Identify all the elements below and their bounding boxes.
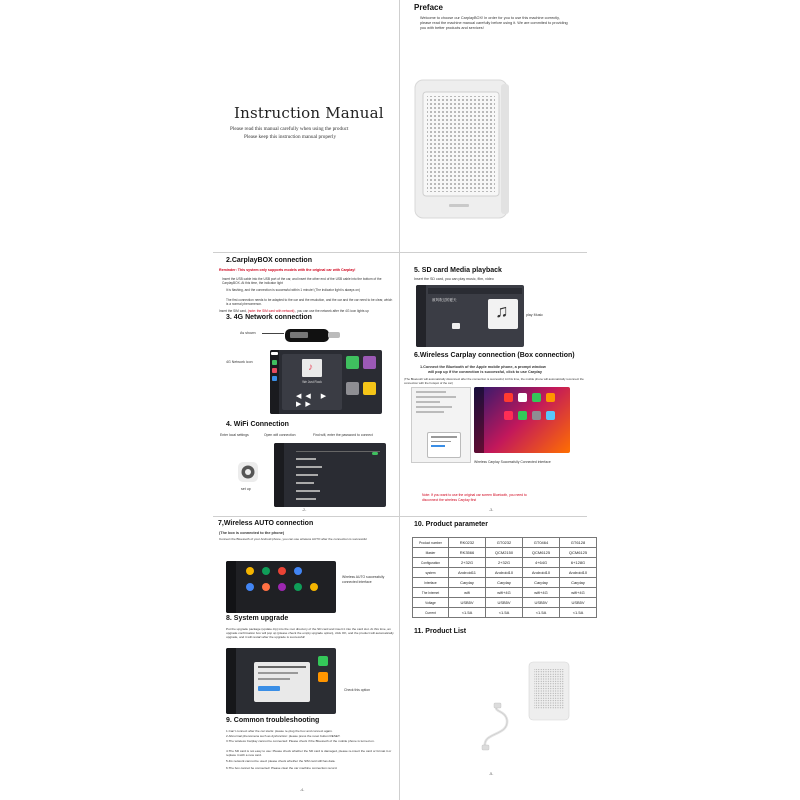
sec5-play-music: play Music xyxy=(526,313,543,317)
sec9-heading: 9. Common troubleshooting xyxy=(226,717,320,724)
page-number-5: -5- xyxy=(489,772,494,776)
aa-app-5[interactable] xyxy=(246,583,254,591)
param-value: Carplay xyxy=(486,578,523,588)
sec5-heading: 5. SD card Media playback xyxy=(414,267,502,274)
param-value: <1.5A xyxy=(523,608,560,618)
cp-app-8[interactable] xyxy=(546,411,555,420)
settings-gear-icon xyxy=(238,462,258,482)
param-value: Android10 xyxy=(560,568,597,578)
wifi-list xyxy=(296,451,380,500)
param-value: <1.5A xyxy=(449,608,486,618)
param-value: RK0232 xyxy=(449,538,486,548)
sec9-item-5: 5.4G network cannot be used: please check whether the SIM card still has data. xyxy=(226,759,336,763)
sec7-success-2: connected interface xyxy=(342,580,372,584)
music-note-icon: ♪ xyxy=(308,362,313,373)
param-value: Carplay xyxy=(560,578,597,588)
app-tile-phone[interactable] xyxy=(346,356,359,369)
param-value: USB5V xyxy=(560,598,597,608)
sec9-item-4: 4.The SD card is not easy to use: Please check whether the SD card is damaged, please re-insert the card or format it or replace it with a new card. xyxy=(226,749,392,757)
app-tile-files[interactable] xyxy=(363,382,376,395)
wifi-settings-screen xyxy=(274,443,386,507)
upgrade-screen xyxy=(226,648,336,714)
param-row xyxy=(413,608,597,618)
dock-app-3 xyxy=(272,376,277,381)
sec7-heading: 7,Wireless AUTO connection xyxy=(218,520,314,527)
sec2-p4-a: Insert the SIM card, xyxy=(219,309,247,313)
param-key: system xyxy=(413,568,449,578)
param-value: Android11 xyxy=(449,568,486,578)
status-4g-icon xyxy=(271,352,278,355)
sec3-heading: 3. 4G Network connection xyxy=(226,314,312,321)
param-value: wifi xyxy=(449,588,486,598)
aa-app-2[interactable] xyxy=(262,567,270,575)
param-row xyxy=(413,548,597,558)
cp-app-4[interactable] xyxy=(546,393,555,402)
param-key: Current xyxy=(413,608,449,618)
aa-app-1[interactable] xyxy=(246,567,254,575)
song-title: 被风吹过的夏天 xyxy=(432,298,457,302)
sec2-p2: It is flashing, and the connection is successful within 1 minute! (The indicator light is always on) xyxy=(226,288,360,292)
sec11-heading: 11. Product List xyxy=(414,628,467,635)
param-value: <1.5A xyxy=(560,608,597,618)
sec2-p4-b: (note: the SIM card with network) xyxy=(247,309,295,313)
cp-app-1[interactable] xyxy=(504,393,513,402)
upgrade-dialog[interactable] xyxy=(254,662,310,702)
wifi-toggle[interactable] xyxy=(372,452,378,455)
param-row xyxy=(413,538,597,548)
horizontal-divider-2 xyxy=(213,516,587,517)
app-tile-podcasts[interactable] xyxy=(363,356,376,369)
param-value: GT6128 xyxy=(560,538,597,548)
aa-app-7[interactable] xyxy=(278,583,286,591)
sec6-line2: will pop up if the connection is successful, click to use Carplay xyxy=(428,370,542,374)
param-value: GT0232 xyxy=(486,538,523,548)
dock-app-1 xyxy=(272,360,277,365)
sec9-item-6: 6.The box cannot be connected: Please clear the car machine connection record. xyxy=(226,766,338,770)
sec7-success-1: Wireless AUTO successfully xyxy=(342,575,385,579)
param-value: Android10 xyxy=(486,568,523,578)
cp-app-3[interactable] xyxy=(532,393,541,402)
horizontal-divider-1 xyxy=(213,252,587,253)
sec2-heading: 2.CarplayBOX connection xyxy=(226,257,312,264)
sec2-reminder: Reminder: This system only supports models with the original car with Carplay! xyxy=(219,268,356,272)
preface-text: Welcome to choose our CarplayBOX! In order for you to use this machine correctly, please read the machine manual carefully before using it. We are commited to providing you with better products and services! xyxy=(420,16,568,30)
parameter-table xyxy=(412,537,597,618)
param-value: 2+32G xyxy=(449,558,486,568)
sec7-sub: (The box is connected to the phone) xyxy=(219,531,285,535)
sec7-text: Connect the Bluetooth of your Android phone, you can use wireless AUTO after the connection is successful xyxy=(219,537,367,541)
sec4-setup: set up xyxy=(241,487,251,491)
sec4-heading: 4. WiFi Connection xyxy=(226,421,289,428)
cp-app-6[interactable] xyxy=(518,411,527,420)
carplay-popup[interactable] xyxy=(427,432,461,458)
page-number-2: -2- xyxy=(302,508,307,512)
sec6-red-note-2: disconnect the wireless Carplay first xyxy=(422,498,477,502)
sec2-p3: The first connection needs to be adapted to the car and the resolution, and the car and the car need to be clear, which is a normal phenomenon. xyxy=(226,298,393,307)
param-value: Android10 xyxy=(523,568,560,578)
sec3-as-shown: As shown xyxy=(240,331,256,335)
upgrade-app-2[interactable] xyxy=(318,672,328,682)
param-key: Configuration xyxy=(413,558,449,568)
media-sidebar xyxy=(416,285,426,347)
param-value: Carplay xyxy=(449,578,486,588)
param-value: Carplay xyxy=(523,578,560,588)
param-value: GT0464 xyxy=(523,538,560,548)
aa-app-9[interactable] xyxy=(310,583,318,591)
page-number-3: -3- xyxy=(489,508,494,512)
sec3-icon-label: 4G Network icon xyxy=(226,360,253,364)
music-note-icon-2: ♫ xyxy=(495,301,509,321)
param-row xyxy=(413,598,597,608)
param-value: USB5V xyxy=(523,598,560,608)
sec10-heading: 10. Product parameter xyxy=(414,521,488,528)
sec4-step1: Enter local settings xyxy=(220,433,249,437)
upgrade-app-1[interactable] xyxy=(318,656,328,666)
usb-cable xyxy=(479,702,519,752)
manual-title: Instruction Manual xyxy=(234,104,384,122)
param-value: 2+32G xyxy=(486,558,523,568)
sim-card-tray xyxy=(284,327,342,344)
carplay-wallpaper-screen xyxy=(474,387,570,453)
sec9-item-1: 1.Can't connect after the car starts: please re-plug the box and connect again. xyxy=(226,729,333,733)
param-key: Master xyxy=(413,548,449,558)
param-row xyxy=(413,578,597,588)
aa-app-6[interactable] xyxy=(262,583,270,591)
param-value: QCM6125 xyxy=(523,548,560,558)
sec4-step2: Open wifi connection xyxy=(264,433,296,437)
param-row xyxy=(413,568,597,578)
sec6-note: (The Bluetooth will automatically disconnect after the connection is successful; At this time, the mobile phone will automatically reconnect the connection with the hotspot of the car) xyxy=(404,377,584,385)
arrow-line xyxy=(262,333,284,334)
play-button[interactable] xyxy=(452,323,460,329)
param-key: The Internet xyxy=(413,588,449,598)
param-key: Interface xyxy=(413,578,449,588)
media-player-screen xyxy=(416,285,524,347)
sec2-p4-c: , you can use the network after the 4G icon lights up xyxy=(295,309,369,313)
carplay-screen-4g xyxy=(270,350,382,414)
param-value: <1.5A xyxy=(486,608,523,618)
param-value: QCM6125 xyxy=(560,548,597,558)
param-value: QCM2150 xyxy=(486,548,523,558)
param-value: wifi+4G xyxy=(560,588,597,598)
sec6-red-note-1: Note: If you want to use the original car screen Bluetooth, you need to xyxy=(422,493,527,497)
sec8-check: Check this option xyxy=(344,688,371,692)
android-auto-screen xyxy=(226,561,336,613)
param-value: 6+128G xyxy=(560,558,597,568)
aa-app-8[interactable] xyxy=(294,583,302,591)
sec9-item-2: 2.Abnormal phenomena such as dysfunction: please press the reset button RESET. xyxy=(226,734,341,738)
upgrade-sidebar xyxy=(226,648,236,714)
param-value: USB5V xyxy=(486,598,523,608)
player-controls[interactable]: ◀◀ ▶ ▶▶ xyxy=(296,393,331,408)
media-tabs xyxy=(428,288,522,294)
sec6-success: Wireless Carplay Successfully Connected interface xyxy=(474,460,551,464)
aa-app-4[interactable] xyxy=(294,567,302,575)
cp-app-2[interactable] xyxy=(518,393,527,402)
manual-subtitle-2: Please keep this instruction manual properly xyxy=(244,134,337,140)
now-playing-title: We Just Rock xyxy=(302,380,322,384)
sec6-heading: 6.Wireless Carplay connection (Box connection) xyxy=(414,352,575,359)
sec2-p1: Insert the USB cable into the USB port of the car, and insert the other end of the USB cable into the bottom of the CarplayBOX. At this time, the indicator light xyxy=(222,277,382,286)
sec8-heading: 8. System upgrade xyxy=(226,615,289,622)
param-value: RK3566 xyxy=(449,548,486,558)
sec6-line1: 1.Connect the Bluetooth of the Apple mobile phone, a prompt window xyxy=(420,365,546,369)
page-number-4: -4- xyxy=(300,788,305,792)
cp-app-7[interactable] xyxy=(532,411,541,420)
sec9-item-3: 3.The wireless Carplay cannot be connected: Please check if the Bluetooth of the mobile phone is turned on. xyxy=(226,739,375,743)
sec8-text: Put the upgrade package (update.zip) into the root directory of the SD card and insert it into the card slot. At this time, an upgrade confirmation box will pop up (please check the empty upgrade option), click OK, and the product will automatically upgrade, and it will restart after the upgrade is successful! xyxy=(226,627,394,639)
app-tile-settings[interactable] xyxy=(346,382,359,395)
param-key: Voltage xyxy=(413,598,449,608)
sec5-text: Insert the SD card, you can play music, film, video xyxy=(414,277,494,281)
param-value: wifi+4G xyxy=(523,588,560,598)
wifi-sidebar xyxy=(274,443,284,507)
param-row xyxy=(413,588,597,598)
sec2-p4 xyxy=(219,309,395,313)
dock-app-2 xyxy=(272,368,277,373)
product-image xyxy=(413,78,513,222)
cp-app-5[interactable] xyxy=(504,411,513,420)
cp-dock xyxy=(474,387,484,453)
param-row xyxy=(413,558,597,568)
param-value: USB5V xyxy=(449,598,486,608)
param-key: Product number xyxy=(413,538,449,548)
vertical-divider xyxy=(399,0,400,800)
product-list-box xyxy=(528,661,570,721)
param-value: wifi+4G xyxy=(486,588,523,598)
now-playing-card xyxy=(282,354,342,410)
manual-subtitle-1: Please read this manual carefully when using the product xyxy=(230,126,349,132)
preface-heading: Preface xyxy=(414,3,443,12)
param-value: 4+64G xyxy=(523,558,560,568)
sec4-step3: Find wifi, enter the password to connect xyxy=(313,433,373,437)
aa-app-3[interactable] xyxy=(278,567,286,575)
aa-rail xyxy=(226,561,236,613)
